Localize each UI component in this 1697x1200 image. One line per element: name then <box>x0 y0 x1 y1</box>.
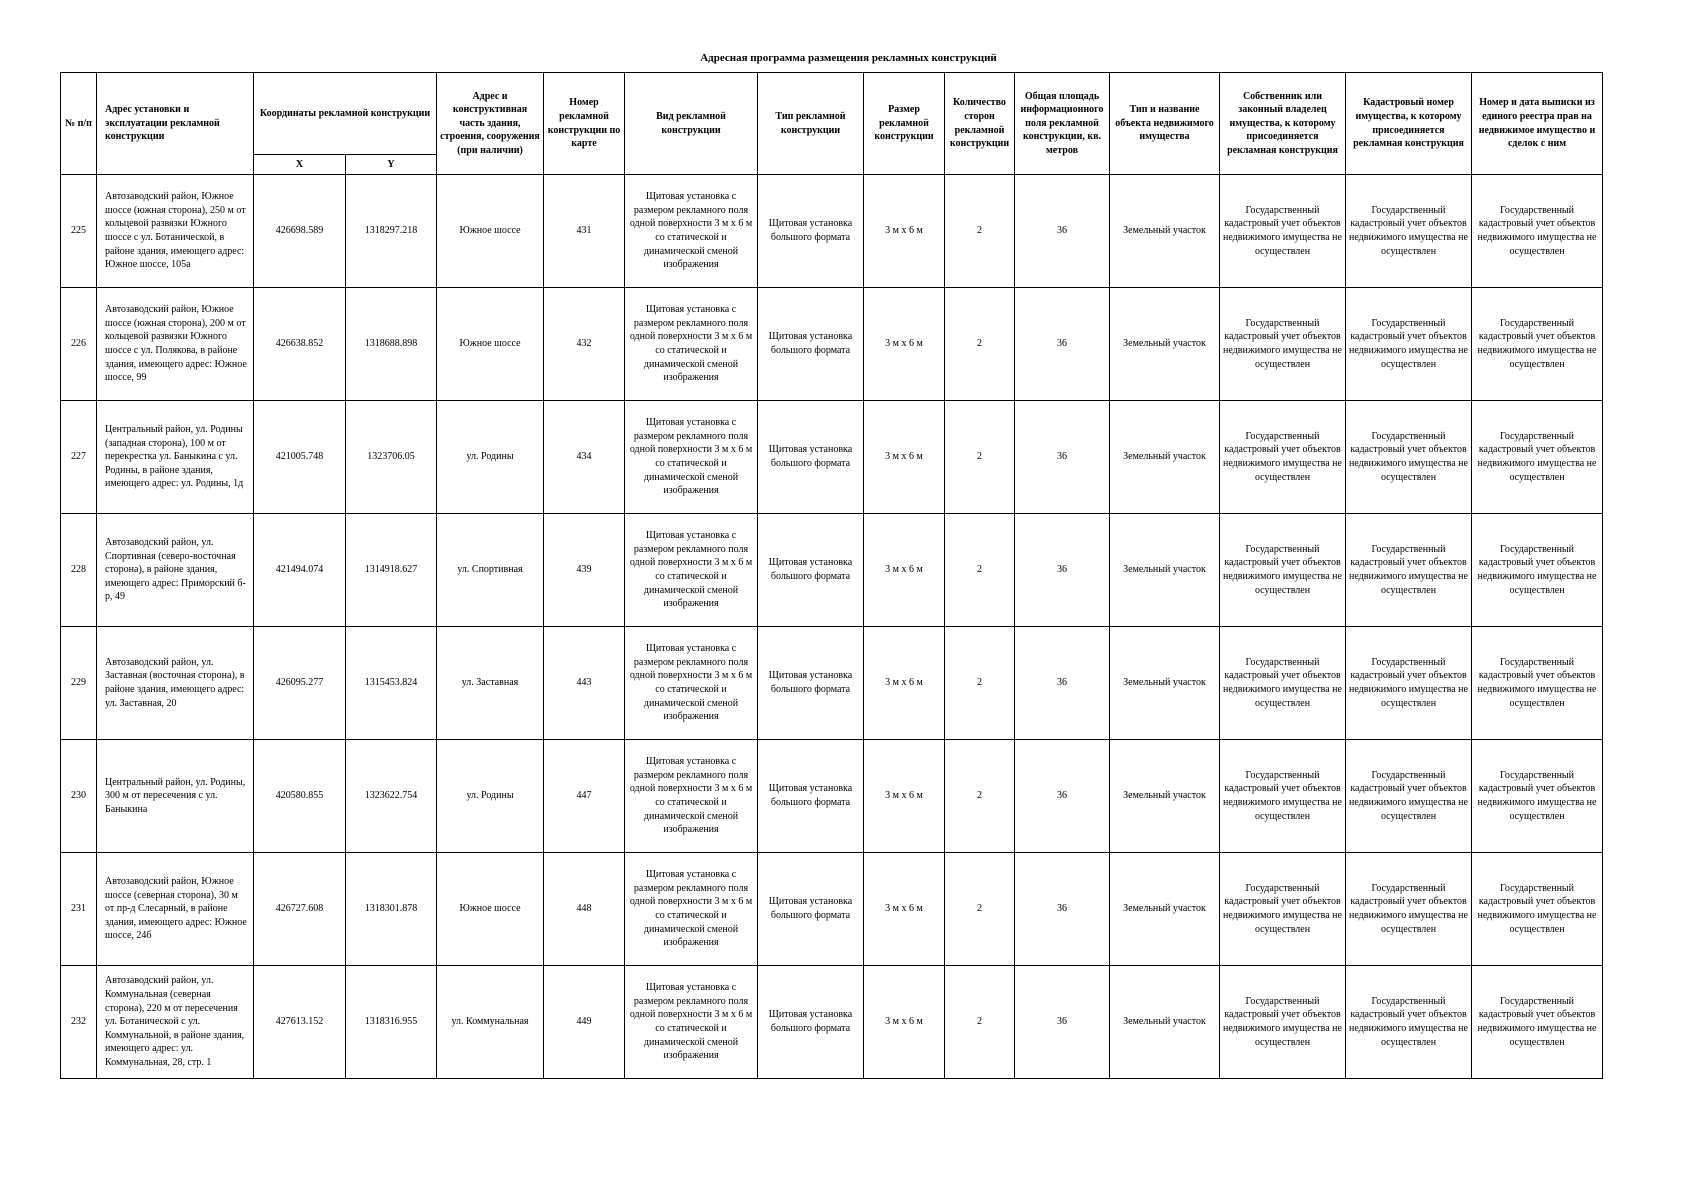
cell-kind: Щитовая установка с размером рекламного поля одной поверхности 3 м х 6 м со статической и динамической сменой изображения <box>625 740 758 853</box>
cell-size: 3 м х 6 м <box>864 740 945 853</box>
cell-sides: 2 <box>945 966 1015 1079</box>
header-cadastral: Кадастровый номер имущества, к которому присоединяется рекламная конструкция <box>1346 73 1472 175</box>
cell-cadastral: Государственный кадастровый учет объектов недвижимого имущества не осуществлен <box>1346 401 1472 514</box>
header-area: Общая площадь информационного поля рекламной конструкции, кв. метров <box>1015 73 1110 175</box>
cell-num: 225 <box>61 175 97 288</box>
cell-y: 1318316.955 <box>346 966 437 1079</box>
cell-map-number: 439 <box>544 514 625 627</box>
cell-cadastral: Государственный кадастровый учет объектов недвижимого имущества не осуществлен <box>1346 175 1472 288</box>
cell-y: 1314918.627 <box>346 514 437 627</box>
cell-registry: Государственный кадастровый учет объектов недвижимого имущества не осуществлен <box>1472 740 1603 853</box>
table-row <box>61 966 1603 1079</box>
cell-x: 421005.748 <box>254 401 346 514</box>
table-row <box>61 853 1603 966</box>
cell-building-part: ул. Спортивная <box>437 514 544 627</box>
cell-num: 231 <box>61 853 97 966</box>
cell-cadastral: Государственный кадастровый учет объектов недвижимого имущества не осуществлен <box>1346 288 1472 401</box>
cell-type: Щитовая установка большого формата <box>758 514 864 627</box>
header-map-number: Номер рекламной конструкции по карте <box>544 73 625 175</box>
cell-y: 1323706.05 <box>346 401 437 514</box>
cell-x: 421494.074 <box>254 514 346 627</box>
cell-size: 3 м х 6 м <box>864 288 945 401</box>
cell-area: 36 <box>1015 175 1110 288</box>
cell-kind: Щитовая установка с размером рекламного поля одной поверхности 3 м х 6 м со статической и динамической сменой изображения <box>625 288 758 401</box>
cell-y: 1318688.898 <box>346 288 437 401</box>
cell-registry: Государственный кадастровый учет объектов недвижимого имущества не осуществлен <box>1472 401 1603 514</box>
cell-map-number: 431 <box>544 175 625 288</box>
cell-kind: Щитовая установка с размером рекламного поля одной поверхности 3 м х 6 м со статической и динамической сменой изображения <box>625 401 758 514</box>
cell-registry: Государственный кадастровый учет объектов недвижимого имущества не осуществлен <box>1472 853 1603 966</box>
table-row <box>61 740 1603 853</box>
header-address: Адрес установки и эксплуатации рекламной конструкции <box>97 73 254 175</box>
cell-num: 232 <box>61 966 97 1079</box>
cell-sides: 2 <box>945 288 1015 401</box>
cell-owner: Государственный кадастровый учет объектов недвижимого имущества не осуществлен <box>1220 627 1346 740</box>
cell-map-number: 434 <box>544 401 625 514</box>
cell-property-type: Земельный участок <box>1110 175 1220 288</box>
cell-map-number: 449 <box>544 966 625 1079</box>
cell-x: 426727.608 <box>254 853 346 966</box>
cell-address: Автозаводский район, ул. Заставная (восточная сторона), в районе здания, имеющего адрес: ул. Заставная, 20 <box>97 627 254 740</box>
cell-y: 1323622.754 <box>346 740 437 853</box>
cell-registry: Государственный кадастровый учет объектов недвижимого имущества не осуществлен <box>1472 514 1603 627</box>
cell-size: 3 м х 6 м <box>864 401 945 514</box>
cell-building-part: Южное шоссе <box>437 853 544 966</box>
cell-kind: Щитовая установка с размером рекламного поля одной поверхности 3 м х 6 м со статической и динамической сменой изображения <box>625 966 758 1079</box>
cell-map-number: 447 <box>544 740 625 853</box>
cell-property-type: Земельный участок <box>1110 288 1220 401</box>
header-registry: Номер и дата выписки из единого реестра прав на недвижимое имущество и сделок с ним <box>1472 73 1603 175</box>
header-x: X <box>254 155 346 175</box>
header-row <box>61 73 1603 155</box>
cell-type: Щитовая установка большого формата <box>758 627 864 740</box>
cell-type: Щитовая установка большого формата <box>758 288 864 401</box>
cell-area: 36 <box>1015 514 1110 627</box>
cell-address: Автозаводский район, ул. Коммунальная (северная сторона), 220 м от пересечения ул. Ботанической с ул. Коммунальной, в районе здания, имеющего адрес: ул. Коммунальная, 28, стр. 1 <box>97 966 254 1079</box>
cell-property-type: Земельный участок <box>1110 966 1220 1079</box>
cell-address: Центральный район, ул. Родины, 300 м от пересечения с ул. Баныкина <box>97 740 254 853</box>
cell-size: 3 м х 6 м <box>864 175 945 288</box>
cell-num: 227 <box>61 401 97 514</box>
cell-kind: Щитовая установка с размером рекламного поля одной поверхности 3 м х 6 м со статической и динамической сменой изображения <box>625 627 758 740</box>
table-row <box>61 401 1603 514</box>
cell-x: 420580.855 <box>254 740 346 853</box>
cell-size: 3 м х 6 м <box>864 627 945 740</box>
cell-x: 426095.277 <box>254 627 346 740</box>
cell-building-part: ул. Заставная <box>437 627 544 740</box>
cell-sides: 2 <box>945 627 1015 740</box>
cell-sides: 2 <box>945 740 1015 853</box>
cell-area: 36 <box>1015 740 1110 853</box>
header-size: Размер рекламной конструкции <box>864 73 945 175</box>
cell-registry: Государственный кадастровый учет объектов недвижимого имущества не осуществлен <box>1472 175 1603 288</box>
cell-area: 36 <box>1015 853 1110 966</box>
cell-x: 427613.152 <box>254 966 346 1079</box>
header-property-type: Тип и название объекта недвижимого имущества <box>1110 73 1220 175</box>
cell-type: Щитовая установка большого формата <box>758 401 864 514</box>
header-num: № п/п <box>61 73 97 175</box>
cell-y: 1315453.824 <box>346 627 437 740</box>
header-building-part: Адрес и конструктивная часть здания, строения, сооружения (при наличии) <box>437 73 544 175</box>
cell-area: 36 <box>1015 627 1110 740</box>
cell-address: Автозаводский район, Южное шоссе (северная сторона), 30 м от пр-д Слесарный, в районе здания, имеющего адрес: Южное шоссе, 24б <box>97 853 254 966</box>
table-row <box>61 627 1603 740</box>
cell-num: 226 <box>61 288 97 401</box>
cell-sides: 2 <box>945 853 1015 966</box>
cell-type: Щитовая установка большого формата <box>758 175 864 288</box>
cell-x: 426638.852 <box>254 288 346 401</box>
cell-owner: Государственный кадастровый учет объектов недвижимого имущества не осуществлен <box>1220 175 1346 288</box>
cell-map-number: 432 <box>544 288 625 401</box>
cell-size: 3 м х 6 м <box>864 853 945 966</box>
cell-owner: Государственный кадастровый учет объектов недвижимого имущества не осуществлен <box>1220 401 1346 514</box>
cell-sides: 2 <box>945 401 1015 514</box>
cell-size: 3 м х 6 м <box>864 514 945 627</box>
cell-kind: Щитовая установка с размером рекламного поля одной поверхности 3 м х 6 м со статической и динамической сменой изображения <box>625 514 758 627</box>
cell-owner: Государственный кадастровый учет объектов недвижимого имущества не осуществлен <box>1220 514 1346 627</box>
cell-x: 426698.589 <box>254 175 346 288</box>
cell-building-part: ул. Родины <box>437 740 544 853</box>
cell-property-type: Земельный участок <box>1110 401 1220 514</box>
cell-num: 228 <box>61 514 97 627</box>
cell-y: 1318301.878 <box>346 853 437 966</box>
cell-type: Щитовая установка большого формата <box>758 853 864 966</box>
cell-num: 230 <box>61 740 97 853</box>
advertising-structures-table <box>60 72 1603 1079</box>
cell-address: Автозаводский район, ул. Спортивная (северо-восточная сторона), в районе здания, имеющего адрес: Приморский б-р, 49 <box>97 514 254 627</box>
cell-cadastral: Государственный кадастровый учет объектов недвижимого имущества не осуществлен <box>1346 853 1472 966</box>
table-row <box>61 288 1603 401</box>
cell-kind: Щитовая установка с размером рекламного поля одной поверхности 3 м х 6 м со статической и динамической сменой изображения <box>625 175 758 288</box>
table-body <box>61 175 1603 1079</box>
cell-property-type: Земельный участок <box>1110 514 1220 627</box>
cell-address: Центральный район, ул. Родины (западная сторона), 100 м от перекрестка ул. Баныкина с ул. Родины, в районе здания, имеющего адрес: ул. Родины, 1д <box>97 401 254 514</box>
table-row <box>61 175 1603 288</box>
cell-address: Автозаводский район, Южное шоссе (южная сторона), 200 м от кольцевой развязки Южного шоссе с ул. Полякова, в районе здания, имеющего адрес: Южное шоссе, 99 <box>97 288 254 401</box>
cell-area: 36 <box>1015 401 1110 514</box>
cell-sides: 2 <box>945 175 1015 288</box>
cell-cadastral: Государственный кадастровый учет объектов недвижимого имущества не осуществлен <box>1346 627 1472 740</box>
cell-type: Щитовая установка большого формата <box>758 966 864 1079</box>
cell-property-type: Земельный участок <box>1110 740 1220 853</box>
cell-y: 1318297.218 <box>346 175 437 288</box>
document-title: Адресная программа размещения рекламных конструкций <box>700 52 997 64</box>
header-coordinates: Координаты рекламной конструкции <box>254 73 437 155</box>
cell-size: 3 м х 6 м <box>864 966 945 1079</box>
cell-num: 229 <box>61 627 97 740</box>
cell-owner: Государственный кадастровый учет объектов недвижимого имущества не осуществлен <box>1220 740 1346 853</box>
cell-sides: 2 <box>945 514 1015 627</box>
cell-type: Щитовая установка большого формата <box>758 740 864 853</box>
table-row <box>61 514 1603 627</box>
cell-building-part: Южное шоссе <box>437 288 544 401</box>
cell-address: Автозаводский район, Южное шоссе (южная сторона), 250 м от кольцевой развязки Южного шоссе с ул. Ботанической, в районе здания, имеющего адрес: Южное шоссе, 105а <box>97 175 254 288</box>
cell-building-part: ул. Коммунальная <box>437 966 544 1079</box>
cell-owner: Государственный кадастровый учет объектов недвижимого имущества не осуществлен <box>1220 966 1346 1079</box>
cell-property-type: Земельный участок <box>1110 853 1220 966</box>
cell-area: 36 <box>1015 288 1110 401</box>
cell-building-part: Южное шоссе <box>437 175 544 288</box>
header-sides: Количество сторон рекламной конструкции <box>945 73 1015 175</box>
cell-property-type: Земельный участок <box>1110 627 1220 740</box>
cell-registry: Государственный кадастровый учет объектов недвижимого имущества не осуществлен <box>1472 288 1603 401</box>
cell-cadastral: Государственный кадастровый учет объектов недвижимого имущества не осуществлен <box>1346 740 1472 853</box>
header-owner: Собственник или законный владелец имущества, к которому присоединяется рекламная конструкция <box>1220 73 1346 175</box>
header-type: Тип рекламной конструкции <box>758 73 864 175</box>
cell-cadastral: Государственный кадастровый учет объектов недвижимого имущества не осуществлен <box>1346 966 1472 1079</box>
cell-owner: Государственный кадастровый учет объектов недвижимого имущества не осуществлен <box>1220 288 1346 401</box>
cell-owner: Государственный кадастровый учет объектов недвижимого имущества не осуществлен <box>1220 853 1346 966</box>
cell-area: 36 <box>1015 966 1110 1079</box>
cell-map-number: 443 <box>544 627 625 740</box>
cell-registry: Государственный кадастровый учет объектов недвижимого имущества не осуществлен <box>1472 966 1603 1079</box>
cell-kind: Щитовая установка с размером рекламного поля одной поверхности 3 м х 6 м со статической и динамической сменой изображения <box>625 853 758 966</box>
header-y: Y <box>346 155 437 175</box>
cell-cadastral: Государственный кадастровый учет объектов недвижимого имущества не осуществлен <box>1346 514 1472 627</box>
cell-registry: Государственный кадастровый учет объектов недвижимого имущества не осуществлен <box>1472 627 1603 740</box>
cell-building-part: ул. Родины <box>437 401 544 514</box>
cell-map-number: 448 <box>544 853 625 966</box>
header-kind: Вид рекламной конструкции <box>625 73 758 175</box>
